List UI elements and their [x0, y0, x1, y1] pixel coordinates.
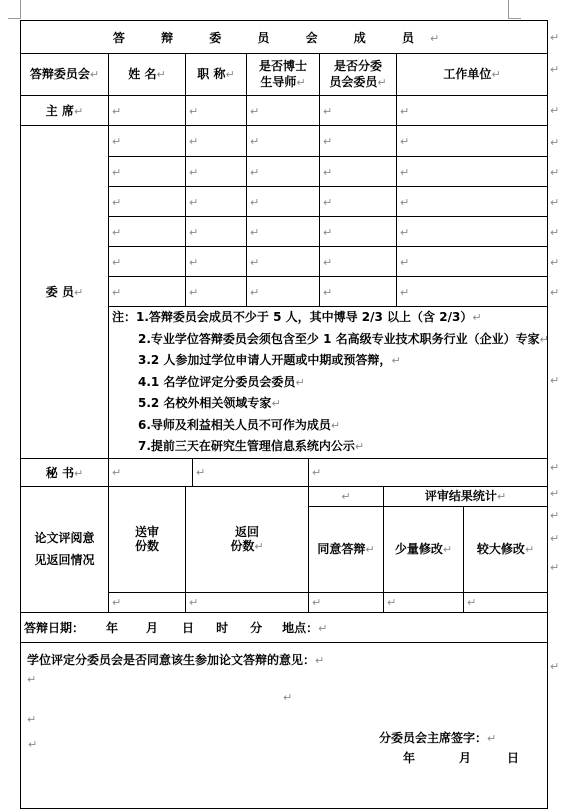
- sent-count-cell[interactable]: ↵: [109, 592, 186, 612]
- row-end-mark: ↵: [550, 63, 560, 76]
- member-row: [21, 126, 548, 157]
- row-end-mark: ↵: [550, 461, 560, 474]
- row-end-mark: ↵: [550, 286, 560, 299]
- row-end-mark: ↵: [550, 509, 560, 522]
- row-end-mark: ↵: [550, 31, 560, 44]
- agree-header: 同意答辩↵: [309, 506, 384, 592]
- secretary-title-cell[interactable]: ↵: [193, 458, 309, 486]
- paragraph-end-mark: ↵: [28, 738, 38, 751]
- crop-mark-top-left: [8, 0, 21, 19]
- note-line: 注：1.答辩委员会成员不少于 5 人，其中博导 2/3 以上（含 2/3）↵: [112, 310, 482, 324]
- pilcrow-mark: ↵: [429, 31, 456, 45]
- row-end-mark: ↵: [550, 532, 560, 545]
- major-count-cell[interactable]: ↵: [464, 592, 548, 612]
- returned-count-header: 返回 份数↵: [186, 486, 309, 592]
- header-row: [21, 54, 548, 96]
- crop-mark-top-right: [508, 0, 521, 19]
- header-workplace: 工作单位↵: [397, 54, 548, 96]
- member-doctoral-cell[interactable]: ↵: [247, 187, 320, 217]
- member-subcommittee-cell[interactable]: ↵: [320, 126, 397, 157]
- chair-subcommittee-cell[interactable]: ↵: [320, 96, 397, 126]
- opinion-row: [21, 642, 548, 808]
- review-header-row: [21, 486, 548, 506]
- role-chair: 主 席↵: [21, 96, 109, 126]
- member-workplace-cell[interactable]: ↵: [397, 217, 548, 247]
- review-stats-title: 评审结果统计↵: [384, 486, 548, 506]
- header-committee: 答辩委员会↵: [21, 54, 109, 96]
- signature-date: 年 月 日: [403, 750, 520, 765]
- committee-notes: [109, 307, 548, 459]
- note-line: 6.导师及利益相关人员不可作为成员↵: [138, 417, 341, 432]
- member-name-cell[interactable]: ↵: [109, 247, 186, 277]
- member-workplace-cell[interactable]: ↵: [397, 277, 548, 307]
- member-title-cell[interactable]: ↵: [186, 187, 247, 217]
- member-doctoral-cell[interactable]: ↵: [247, 247, 320, 277]
- member-title-cell[interactable]: ↵: [186, 126, 247, 157]
- returned-count-cell[interactable]: ↵: [186, 592, 309, 612]
- defense-date-row: [21, 612, 548, 642]
- member-workplace-cell[interactable]: ↵: [397, 126, 548, 157]
- header-subcommittee-member: 是否分委 员会委员↵: [320, 54, 397, 96]
- note-line: 7.提前三天在研究生管理信息系统内公示↵: [138, 439, 365, 453]
- member-title-cell[interactable]: ↵: [186, 157, 247, 187]
- member-title-cell[interactable]: ↵: [186, 217, 247, 247]
- member-subcommittee-cell[interactable]: ↵: [320, 247, 397, 277]
- header-name: 姓 名↵: [109, 54, 186, 96]
- member-subcommittee-cell[interactable]: ↵: [320, 157, 397, 187]
- defense-date-cell[interactable]: 答辩日期： 年 月 日 时 分 地点：↵: [21, 612, 548, 642]
- row-end-mark: ↵: [550, 196, 560, 209]
- member-workplace-cell[interactable]: ↵: [397, 247, 548, 277]
- role-secretary: 秘 书↵: [21, 458, 109, 486]
- major-revision-header: 较大修改↵: [464, 506, 548, 592]
- row-end-mark: ↵: [550, 487, 560, 500]
- member-doctoral-cell[interactable]: ↵: [247, 157, 320, 187]
- member-name-cell[interactable]: ↵: [109, 157, 186, 187]
- secretary-name-cell[interactable]: ↵: [109, 458, 193, 486]
- secretary-row: [21, 458, 548, 486]
- minor-revision-header: 少量修改↵: [384, 506, 464, 592]
- role-members: 委 员↵: [21, 126, 109, 459]
- header-title: 职 称↵: [186, 54, 247, 96]
- row-end-mark: ↵: [550, 104, 560, 117]
- header-doctoral-supervisor: 是否博士 生导师↵: [247, 54, 320, 96]
- note-line: 5.2 名校外相关领域专家↵: [138, 396, 281, 410]
- secretary-workplace-cell[interactable]: ↵: [309, 458, 548, 486]
- chair-workplace-cell[interactable]: ↵: [397, 96, 548, 126]
- member-name-cell[interactable]: ↵: [109, 277, 186, 307]
- member-title-cell[interactable]: ↵: [186, 247, 247, 277]
- member-subcommittee-cell[interactable]: ↵: [320, 187, 397, 217]
- member-name-cell[interactable]: ↵: [109, 126, 186, 157]
- row-end-mark: ↵: [550, 374, 560, 387]
- member-subcommittee-cell[interactable]: ↵: [320, 277, 397, 307]
- member-name-cell[interactable]: ↵: [109, 187, 186, 217]
- member-subcommittee-cell[interactable]: ↵: [320, 217, 397, 247]
- opinion-cell[interactable]: 学位评定分委员会是否同意该生参加论文答辩的意见：↵ ↵ ↵ ↵ 分委员会主席签字：↵ 年 月 日: [21, 642, 548, 808]
- chair-name-cell[interactable]: ↵: [109, 96, 186, 126]
- agree-count-cell[interactable]: ↵: [309, 592, 384, 612]
- member-workplace-cell[interactable]: ↵: [397, 157, 548, 187]
- sent-count-header: 送审 份数: [109, 486, 186, 592]
- stats-blank-cell: ↵: [309, 486, 384, 506]
- member-doctoral-cell[interactable]: ↵: [247, 277, 320, 307]
- defense-committee-form: [20, 20, 548, 809]
- note-line: 3.2 人参加过学位申请人开题或中期或预答辩，↵: [138, 353, 401, 367]
- member-doctoral-cell[interactable]: ↵: [247, 126, 320, 157]
- note-line: 4.1 名学位评定分委员会委员↵: [138, 374, 305, 389]
- row-end-mark: ↵: [550, 256, 560, 269]
- chair-signature-label: 分委员会主席签字：↵: [379, 730, 497, 745]
- title-row: [21, 21, 548, 54]
- form-title[interactable]: 答 辩 委 员 会 成 员↵: [21, 21, 548, 54]
- member-name-cell[interactable]: ↵: [109, 217, 186, 247]
- opinion-question: 学位评定分委员会是否同意该生参加论文答辩的意见：↵: [27, 652, 325, 667]
- row-end-mark: ↵: [550, 166, 560, 179]
- minor-count-cell[interactable]: ↵: [384, 592, 464, 612]
- review-label: 论文评阅意 见返回情况: [21, 486, 109, 612]
- note-line: 2.专业学位答辩委员会须包含至少 1 名高级专业技术职务行业（企业）专家↵: [138, 331, 549, 346]
- chair-doctoral-cell[interactable]: ↵: [247, 96, 320, 126]
- row-end-mark: ↵: [550, 561, 560, 574]
- row-end-mark: ↵: [550, 660, 560, 673]
- chair-title-cell[interactable]: ↵: [186, 96, 247, 126]
- member-workplace-cell[interactable]: ↵: [397, 187, 548, 217]
- member-title-cell[interactable]: ↵: [186, 277, 247, 307]
- chair-row: [21, 96, 548, 126]
- member-doctoral-cell[interactable]: ↵: [247, 217, 320, 247]
- row-end-mark: ↵: [550, 136, 560, 149]
- row-end-mark: ↵: [550, 226, 560, 239]
